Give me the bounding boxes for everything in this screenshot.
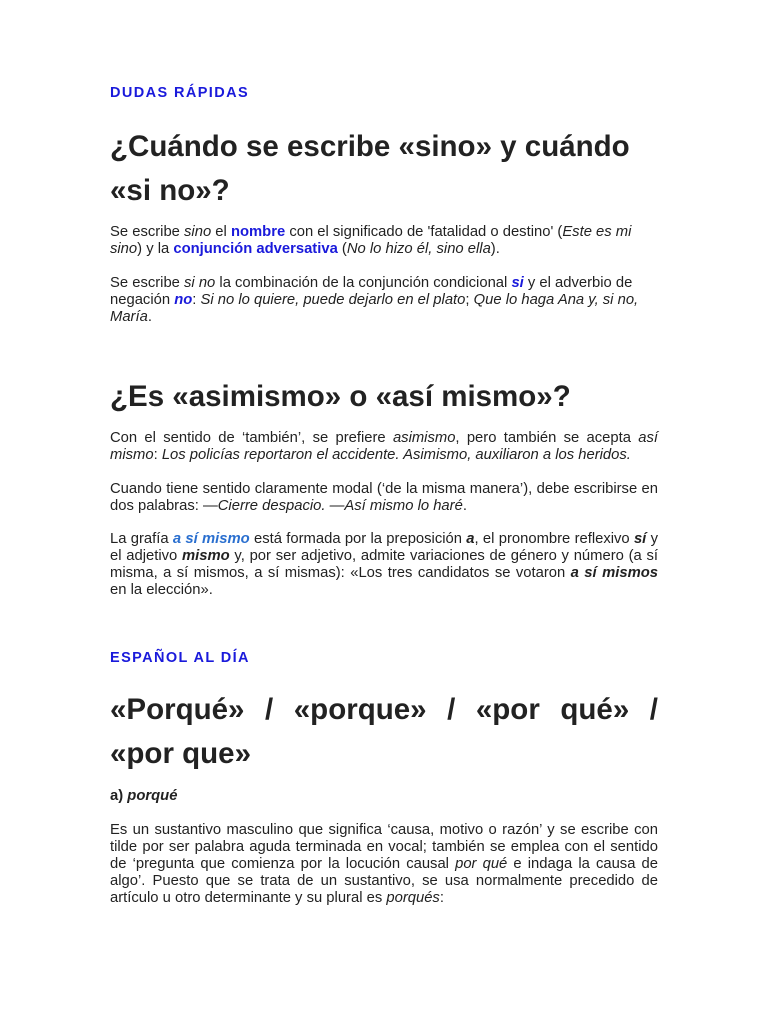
text: . <box>462 498 467 514</box>
emphasis: mismo <box>182 548 230 564</box>
link-si[interactable]: si <box>511 275 524 291</box>
text: está formada por la preposición <box>249 531 467 547</box>
text: Se escribe <box>110 275 185 291</box>
paragraph-si-no <box>110 275 658 326</box>
example: Si no lo quiere, puede dejarlo en el plato <box>200 292 466 308</box>
emphasis: así mismo <box>110 430 658 463</box>
heading-porque[interactable] <box>110 688 658 776</box>
text: Se escribe <box>110 224 185 240</box>
text: y, por ser adjetivo, admite variaciones de género y número (a sí misma, a sí mismos, a sí mismas): «Los tres candidatos se votaron <box>110 548 658 581</box>
paragraph-porque-sustantivo <box>110 822 658 907</box>
text: ; <box>465 292 474 308</box>
list-marker: a) <box>110 788 128 804</box>
example: No lo hizo él, sino ella <box>346 241 491 257</box>
example: Que lo haga Ana y, si no, María <box>110 292 639 325</box>
heading-line: «si no»? <box>110 174 230 207</box>
text: : <box>153 447 162 463</box>
text: en la elección». <box>110 582 213 598</box>
heading-sino-si-no[interactable] <box>110 125 658 213</box>
emphasis: por qué <box>455 856 508 872</box>
text: ). <box>490 241 500 257</box>
example: Los policías reportaron el accidente. Asimismo, auxiliaron a los heridos. <box>161 447 631 463</box>
text: la combinación de la conjunción condicional <box>215 275 512 291</box>
heading-line: ¿Cuándo se escribe «sino» y cuándo <box>110 130 630 163</box>
section-kicker-dudas-rapidas[interactable]: DUDAS RÁPIDAS <box>110 85 250 101</box>
heading-line: «por que» <box>110 737 251 770</box>
text: con el significado de 'fatalidad o destino' ( <box>285 224 563 240</box>
text: , el pronombre reflexivo <box>474 531 634 547</box>
heading-line: «Porqué» / «porque» / «por qué» / <box>110 693 658 726</box>
subheading-porque <box>110 788 658 805</box>
emphasis: porqués <box>386 890 440 906</box>
emphasis: sí <box>633 531 647 547</box>
paragraph-asi-mismo-modal <box>110 481 658 515</box>
text: . <box>147 309 152 325</box>
example: Este es mi sino <box>110 224 632 257</box>
link-conjuncion-adversativa[interactable]: conjunción adversativa <box>173 241 338 257</box>
text: y el adverbio de negación <box>110 275 633 308</box>
text: el <box>211 224 231 240</box>
text: y el adjetivo <box>110 531 658 564</box>
example: Cierre despacio. —Así mismo lo haré <box>217 498 463 514</box>
section-kicker-espanol-al-dia[interactable]: ESPAÑOL AL DÍA <box>110 650 250 666</box>
text: Es un sustantivo masculino que significa ‘causa, motivo o razón’ y se escribe con tilde por ser palabra aguda terminada en vocal; también se emplea con el sentido de ‘pregunta que comienza por la locución causal <box>110 822 658 872</box>
text: ( <box>337 241 347 257</box>
link-nombre[interactable]: nombre <box>230 224 286 240</box>
heading-asimismo[interactable]: ¿Es «asimismo» o «así mismo»? <box>110 380 571 413</box>
term: porqué <box>127 788 178 804</box>
emphasis: asimismo <box>392 430 456 446</box>
paragraph-sino <box>110 224 658 258</box>
link-no[interactable]: no <box>174 292 193 308</box>
text: La grafía <box>110 531 173 547</box>
text: , pero también se acepta <box>455 430 639 446</box>
emphasis: a <box>466 531 475 547</box>
text: : <box>439 890 444 906</box>
paragraph-a-si-mismo <box>110 531 658 599</box>
text: e indaga la causa de algo’. Puesto que se trata de un sustantivo, se usa normalmente precedido de artículo u otro determinante y su plural es <box>110 856 659 906</box>
emphasis: sino <box>184 224 212 240</box>
emphasis: si no <box>184 275 216 291</box>
text: ) y la <box>137 241 174 257</box>
link-a-si-mismo[interactable]: a sí mismo <box>172 531 250 547</box>
text: Cuando tiene sentido claramente modal (‘de la misma manera’), debe escribirse en dos palabras: — <box>110 481 658 514</box>
text: Con el sentido de ‘también’, se prefiere <box>110 430 393 446</box>
paragraph-asimismo-tambien <box>110 430 658 464</box>
emphasis: a sí mismos <box>570 565 658 581</box>
text: : <box>192 292 201 308</box>
